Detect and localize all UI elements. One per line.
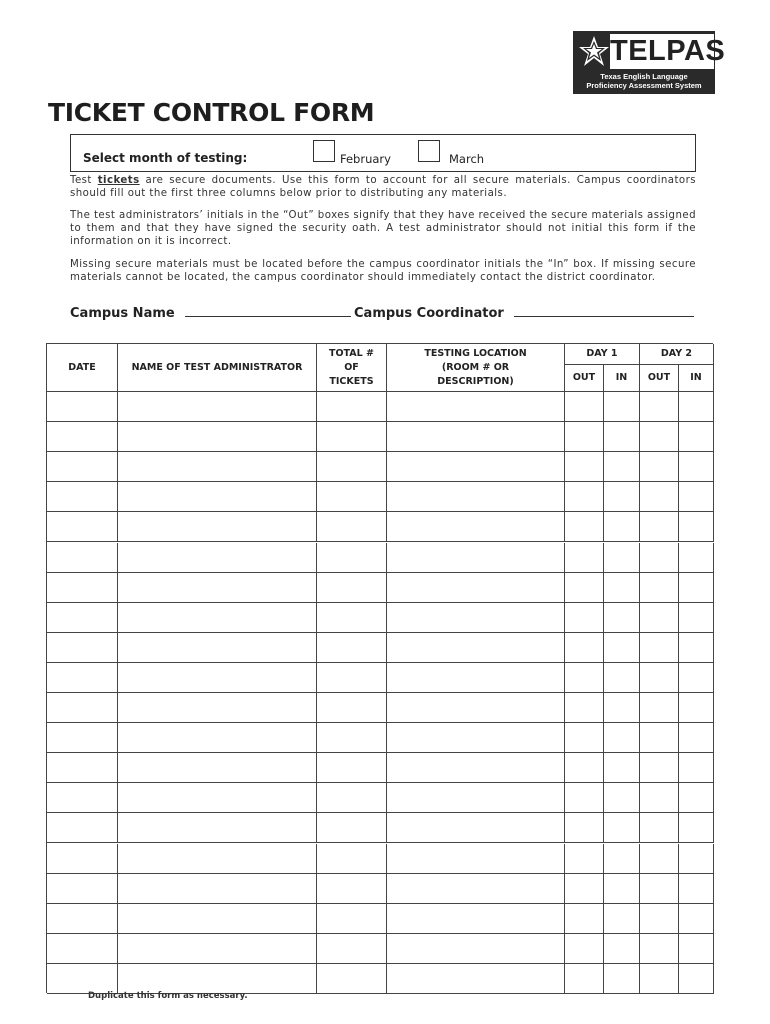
table-row-1-location-cell[interactable] (387, 392, 565, 422)
table-row-6-day2-out-cell[interactable] (640, 543, 679, 573)
table-row-10-location-cell[interactable] (387, 663, 565, 693)
table-row-5-date-cell[interactable] (47, 512, 118, 542)
table-row-14-name-cell[interactable] (118, 783, 317, 813)
table-row-19-tickets-cell[interactable] (317, 934, 387, 964)
table-row-11-date-cell[interactable] (47, 693, 118, 723)
table-row-16-name-cell[interactable] (118, 844, 317, 874)
header-location (387, 344, 565, 392)
table-row-19-day1-in-cell[interactable] (604, 934, 640, 964)
table-row-13-day2-out-cell[interactable] (640, 753, 679, 783)
table-row-16-day1-out-cell[interactable] (565, 844, 604, 874)
table-row-5-name-cell[interactable] (118, 512, 317, 542)
logo-subtitle (574, 72, 714, 90)
header-location-text: TESTING LOCATION (ROOM # OR DESCRIPTION) (424, 347, 527, 387)
table-row-14-tickets-cell[interactable] (317, 783, 387, 813)
table-row-18-tickets-cell[interactable] (317, 904, 387, 934)
header-day2-in (679, 365, 714, 392)
table-row-6-tickets-cell[interactable] (317, 543, 387, 573)
table-row-7-name-cell[interactable] (118, 573, 317, 603)
february-checkbox[interactable] (313, 140, 335, 162)
campus-name-label: Campus Name (70, 306, 175, 321)
table-row-11-day2-in-cell[interactable] (679, 693, 714, 723)
instructions-paragraph-2: The test administrators’ initials in the “Out” boxes signify that they have received the secure materials assigned to them and that they have signed the security oath. A test administrator should not initial this form if the information on it is incorrect. (70, 210, 696, 247)
table-row-13-day1-out-cell[interactable] (565, 753, 604, 783)
table-row-10-day1-out-cell[interactable] (565, 663, 604, 693)
table-row-18-day2-in-cell[interactable] (679, 904, 714, 934)
table-row-7-day2-out-cell[interactable] (640, 573, 679, 603)
table-row-17-day1-in-cell[interactable] (604, 874, 640, 904)
table-row-2-name-cell[interactable] (118, 422, 317, 452)
table-row-6-date-cell[interactable] (47, 543, 118, 573)
table-row-4-day1-in-cell[interactable] (604, 482, 640, 512)
table-row-19-day1-out-cell[interactable] (565, 934, 604, 964)
table-row-20-tickets-cell[interactable] (317, 964, 387, 994)
table-row-6-day2-in-cell[interactable] (679, 543, 714, 573)
table-row-17-day2-in-cell[interactable] (679, 874, 714, 904)
table-row-13-day2-in-cell[interactable] (679, 753, 714, 783)
table-row-11-name-cell[interactable] (118, 693, 317, 723)
table-row-14-day1-out-cell[interactable] (565, 783, 604, 813)
table-row-16-location-cell[interactable] (387, 844, 565, 874)
table-row-5-tickets-cell[interactable] (317, 512, 387, 542)
table-row-20-date-cell[interactable] (47, 964, 118, 994)
table-row-12-tickets-cell[interactable] (317, 723, 387, 753)
table-row-1-day2-in-cell[interactable] (679, 392, 714, 422)
table-row-13-tickets-cell[interactable] (317, 753, 387, 783)
table-row-8-day1-in-cell[interactable] (604, 603, 640, 633)
table-row-19-name-cell[interactable] (118, 934, 317, 964)
table-row-5-day1-out-cell[interactable] (565, 512, 604, 542)
table-row-9-day1-out-cell[interactable] (565, 633, 604, 663)
table-row-6-day1-in-cell[interactable] (604, 543, 640, 573)
table-row-11-location-cell[interactable] (387, 693, 565, 723)
campus-coordinator-blank[interactable] (514, 305, 694, 317)
table-row-14-date-cell[interactable] (47, 783, 118, 813)
table-row-2-location-cell[interactable] (387, 422, 565, 452)
table-row-17-name-cell[interactable] (118, 874, 317, 904)
table-row-20-day2-out-cell[interactable] (640, 964, 679, 994)
table-row-18-day1-in-cell[interactable] (604, 904, 640, 934)
table-row-4-day2-in-cell[interactable] (679, 482, 714, 512)
table-row-9-tickets-cell[interactable] (317, 633, 387, 663)
table-row-8-day1-out-cell[interactable] (565, 603, 604, 633)
table-row-15-date-cell[interactable] (47, 813, 118, 843)
table-row-2-date-cell[interactable] (47, 422, 118, 452)
month-selection-box (70, 134, 696, 172)
table-row-15-day2-in-cell[interactable] (679, 813, 714, 843)
table-row-1-day1-out-cell[interactable] (565, 392, 604, 422)
table-row-12-day1-out-cell[interactable] (565, 723, 604, 753)
table-row-3-tickets-cell[interactable] (317, 452, 387, 482)
table-row-17-location-cell[interactable] (387, 874, 565, 904)
table-row-1-name-cell[interactable] (118, 392, 317, 422)
table-row-4-tickets-cell[interactable] (317, 482, 387, 512)
campus-coordinator-field (354, 305, 694, 321)
table-row-10-date-cell[interactable] (47, 663, 118, 693)
table-row-16-tickets-cell[interactable] (317, 844, 387, 874)
table-row-12-location-cell[interactable] (387, 723, 565, 753)
header-day2-out (640, 365, 679, 392)
table-row-19-day2-out-cell[interactable] (640, 934, 679, 964)
table-row-18-name-cell[interactable] (118, 904, 317, 934)
instructions-paragraph-1 (70, 174, 696, 200)
table-row-17-day1-out-cell[interactable] (565, 874, 604, 904)
table-row-16-day2-out-cell[interactable] (640, 844, 679, 874)
table-row-9-day2-in-cell[interactable] (679, 633, 714, 663)
table-row-7-day1-in-cell[interactable] (604, 573, 640, 603)
table-row-7-location-cell[interactable] (387, 573, 565, 603)
table-row-7-date-cell[interactable] (47, 573, 118, 603)
p1-rest: are secure documents. Use this form to account for all secure materials. Campus coordinators should fill out the first three columns below prior to distributing any materials. (70, 175, 696, 199)
p1-emphasis: tickets (97, 175, 140, 186)
table-row-20-day1-out-cell[interactable] (565, 964, 604, 994)
table-row-2-day1-in-cell[interactable] (604, 422, 640, 452)
table-row-6-day1-out-cell[interactable] (565, 543, 604, 573)
table-row-5-location-cell[interactable] (387, 512, 565, 542)
table-row-8-date-cell[interactable] (47, 603, 118, 633)
table-row-11-day2-out-cell[interactable] (640, 693, 679, 723)
table-row-9-location-cell[interactable] (387, 633, 565, 663)
logo-subtitle-line1: Texas English Language (600, 72, 688, 81)
table-row-9-date-cell[interactable] (47, 633, 118, 663)
table-row-13-location-cell[interactable] (387, 753, 565, 783)
table-row-4-name-cell[interactable] (118, 482, 317, 512)
table-row-19-day2-in-cell[interactable] (679, 934, 714, 964)
ticket-control-table (46, 343, 713, 993)
table-row-7-day2-in-cell[interactable] (679, 573, 714, 603)
table-row-14-day2-out-cell[interactable] (640, 783, 679, 813)
table-row-9-day1-in-cell[interactable] (604, 633, 640, 663)
table-row-3-name-cell[interactable] (118, 452, 317, 482)
logo-wordmark: TELPAS (610, 35, 726, 67)
march-label: March (449, 152, 485, 166)
table-row-16-day1-in-cell[interactable] (604, 844, 640, 874)
table-row-19-location-cell[interactable] (387, 934, 565, 964)
table-row-18-day1-out-cell[interactable] (565, 904, 604, 934)
table-row-13-name-cell[interactable] (118, 753, 317, 783)
table-row-2-day1-out-cell[interactable] (565, 422, 604, 452)
table-row-12-day2-in-cell[interactable] (679, 723, 714, 753)
table-row-13-day1-in-cell[interactable] (604, 753, 640, 783)
table-row-9-day2-out-cell[interactable] (640, 633, 679, 663)
table-row-3-location-cell[interactable] (387, 452, 565, 482)
star-icon (578, 35, 610, 69)
table-row-1-tickets-cell[interactable] (317, 392, 387, 422)
telpas-logo (573, 31, 726, 94)
table-row-1-date-cell[interactable] (47, 392, 118, 422)
table-row-15-location-cell[interactable] (387, 813, 565, 843)
campus-name-field (70, 305, 351, 321)
table-row-3-day2-in-cell[interactable] (679, 452, 714, 482)
table-row-19-date-cell[interactable] (47, 934, 118, 964)
header-day2-out-text: OUT (647, 372, 671, 383)
table-row-4-location-cell[interactable] (387, 482, 565, 512)
header-day1-in (604, 365, 640, 392)
table-row-2-day2-out-cell[interactable] (640, 422, 679, 452)
header-day1-out (565, 365, 604, 392)
header-name-text: NAME OF TEST ADMINISTRATOR (131, 361, 303, 373)
form-title: TICKET CONTROL FORM (48, 98, 375, 127)
table-row-12-day1-in-cell[interactable] (604, 723, 640, 753)
header-day1-in-text: IN (615, 372, 628, 383)
table-row-16-date-cell[interactable] (47, 844, 118, 874)
table-row-20-day2-in-cell[interactable] (679, 964, 714, 994)
table-row-4-day2-out-cell[interactable] (640, 482, 679, 512)
february-label: February (340, 152, 391, 166)
table-row-10-tickets-cell[interactable] (317, 663, 387, 693)
footer-note: Duplicate this form as necessary. (88, 991, 248, 1001)
campus-name-blank[interactable] (185, 305, 351, 317)
logo-subtitle-line2: Proficiency Assessment System (586, 81, 702, 90)
table-row-9-name-cell[interactable] (118, 633, 317, 663)
table-row-5-day1-in-cell[interactable] (604, 512, 640, 542)
header-day1 (565, 344, 640, 365)
table-row-11-tickets-cell[interactable] (317, 693, 387, 723)
table-row-1-day1-in-cell[interactable] (604, 392, 640, 422)
table-row-8-location-cell[interactable] (387, 603, 565, 633)
table-row-15-tickets-cell[interactable] (317, 813, 387, 843)
header-day1-text: DAY 1 (586, 348, 618, 359)
table-row-8-name-cell[interactable] (118, 603, 317, 633)
header-date-text: DATE (68, 361, 96, 373)
table-row-15-name-cell[interactable] (118, 813, 317, 843)
header-day2-text: DAY 2 (660, 348, 693, 359)
table-row-5-day2-in-cell[interactable] (679, 512, 714, 542)
table-row-4-date-cell[interactable] (47, 482, 118, 512)
table-row-11-day1-in-cell[interactable] (604, 693, 640, 723)
table-row-18-location-cell[interactable] (387, 904, 565, 934)
table-row-12-day2-out-cell[interactable] (640, 723, 679, 753)
table-row-3-date-cell[interactable] (47, 452, 118, 482)
table-row-14-day1-in-cell[interactable] (604, 783, 640, 813)
table-row-11-day1-out-cell[interactable] (565, 693, 604, 723)
table-row-6-name-cell[interactable] (118, 543, 317, 573)
table-row-17-day2-out-cell[interactable] (640, 874, 679, 904)
header-tickets-text: TOTAL # OF TICKETS (329, 347, 374, 387)
table-row-10-day2-in-cell[interactable] (679, 663, 714, 693)
table-row-2-day2-in-cell[interactable] (679, 422, 714, 452)
table-row-17-tickets-cell[interactable] (317, 874, 387, 904)
table-row-15-day2-out-cell[interactable] (640, 813, 679, 843)
table-row-20-location-cell[interactable] (387, 964, 565, 994)
header-date (47, 344, 118, 392)
table-row-8-tickets-cell[interactable] (317, 603, 387, 633)
table-row-3-day1-in-cell[interactable] (604, 452, 640, 482)
header-day1-out-text: OUT (572, 372, 596, 383)
table-row-15-day1-out-cell[interactable] (565, 813, 604, 843)
table-row-17-date-cell[interactable] (47, 874, 118, 904)
table-row-12-name-cell[interactable] (118, 723, 317, 753)
table-row-20-day1-in-cell[interactable] (604, 964, 640, 994)
table-row-20-name-cell[interactable] (118, 964, 317, 994)
header-name (118, 344, 317, 392)
table-row-15-day1-in-cell[interactable] (604, 813, 640, 843)
table-row-10-day2-out-cell[interactable] (640, 663, 679, 693)
table-row-4-day1-out-cell[interactable] (565, 482, 604, 512)
table-row-18-date-cell[interactable] (47, 904, 118, 934)
table-row-2-tickets-cell[interactable] (317, 422, 387, 452)
month-label: Select month of testing: (83, 151, 248, 165)
table-row-6-location-cell[interactable] (387, 543, 565, 573)
table-row-10-day1-in-cell[interactable] (604, 663, 640, 693)
header-day2-in-text: IN (690, 372, 702, 383)
table-row-5-day2-out-cell[interactable] (640, 512, 679, 542)
march-checkbox[interactable] (418, 140, 440, 162)
table-row-7-tickets-cell[interactable] (317, 573, 387, 603)
p1-start: Test (70, 175, 98, 186)
campus-coordinator-label: Campus Coordinator (354, 306, 504, 321)
table-row-1-day2-out-cell[interactable] (640, 392, 679, 422)
table-row-8-day2-out-cell[interactable] (640, 603, 679, 633)
table-row-14-location-cell[interactable] (387, 783, 565, 813)
table-row-7-day1-out-cell[interactable] (565, 573, 604, 603)
table-row-3-day1-out-cell[interactable] (565, 452, 604, 482)
table-row-16-day2-in-cell[interactable] (679, 844, 714, 874)
header-tickets (317, 344, 387, 392)
table-row-18-day2-out-cell[interactable] (640, 904, 679, 934)
table-row-13-date-cell[interactable] (47, 753, 118, 783)
instructions-paragraph-3: Missing secure materials must be located before the campus coordinator initials the “In” box. If missing secure materials cannot be located, the campus coordinator should immediately contact the district coordinator. (70, 259, 696, 283)
table-row-12-date-cell[interactable] (47, 723, 118, 753)
table-row-10-name-cell[interactable] (118, 663, 317, 693)
table-row-8-day2-in-cell[interactable] (679, 603, 714, 633)
table-row-3-day2-out-cell[interactable] (640, 452, 679, 482)
header-day2 (640, 344, 714, 365)
table-row-14-day2-in-cell[interactable] (679, 783, 714, 813)
